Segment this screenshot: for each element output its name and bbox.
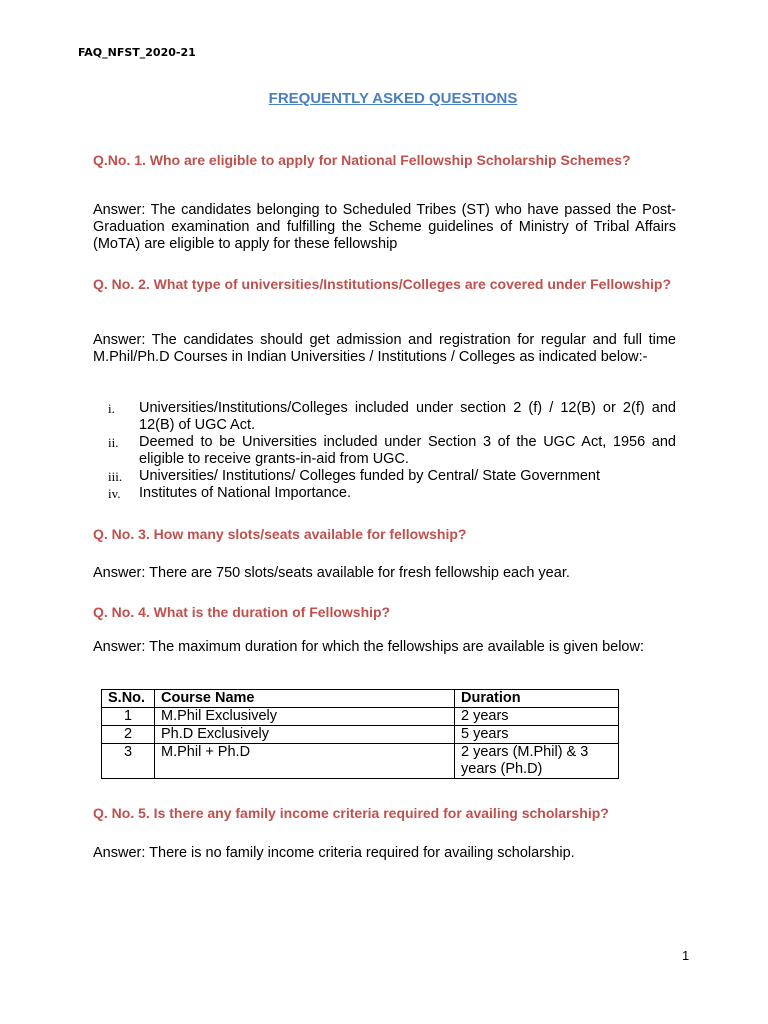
cell-duration: 2 years: [455, 708, 619, 726]
answer-1: Answer: The candidates belonging to Scheduled Tribes (ST) who have passed the Post-Graduation examination and fulfilling the Scheme guidelines of Ministry of Tribal Affairs (MoTA) are eligible to apply for these fellowship: [93, 202, 676, 252]
question-1: Q.No. 1. Who are eligible to apply for National Fellowship Scholarship Schemes?: [93, 152, 631, 168]
column-header-duration: Duration: [455, 690, 619, 708]
question-4: Q. No. 4. What is the duration of Fellowship?: [93, 604, 391, 620]
table-row: [102, 708, 619, 726]
list-item-text: Universities/ Institutions/ Colleges funded by Central/ State Government: [139, 468, 601, 484]
cell-sno: 1: [102, 708, 155, 726]
table-row: [102, 726, 619, 744]
cell-course-name: M.Phil + Ph.D: [155, 744, 455, 779]
column-header-sno: S.No.: [102, 690, 155, 708]
column-header-course-name: Course Name: [155, 690, 455, 708]
list-item: [108, 400, 676, 434]
cell-course-name: M.Phil Exclusively: [155, 708, 455, 726]
cell-sno: 2: [102, 726, 155, 744]
answer-2: Answer: The candidates should get admission and registration for regular and full time M.Phil/Ph.D Courses in Indian Universities / Institutions / Colleges as indicated below:-: [93, 332, 676, 365]
table-row: [102, 744, 619, 779]
answer-3: Answer: There are 750 slots/seats available for fresh fellowship each year.: [93, 565, 570, 581]
list-item-number: iv.: [108, 486, 121, 501]
document-code: FAQ_NFST_2020-21: [78, 46, 196, 59]
answer-5: Answer: There is no family income criteria required for availing scholarship.: [93, 845, 575, 861]
cell-course-name: Ph.D Exclusively: [155, 726, 455, 744]
eligible-institutions-list: [108, 400, 676, 502]
list-item-number: i.: [108, 401, 115, 416]
cell-duration: 2 years (M.Phil) & 3 years (Ph.D): [455, 744, 619, 779]
page-title: FREQUENTLY ASKED QUESTIONS: [268, 90, 518, 107]
question-5: Q. No. 5. Is there any family income criteria required for availing scholarship?: [93, 805, 609, 821]
list-item-number: ii.: [108, 435, 119, 450]
list-item-text: Universities/Institutions/Colleges included under section 2 (f) / 12(B) or 2(f) and 12(B) of UGC Act.: [139, 400, 676, 433]
answer-4: Answer: The maximum duration for which the fellowships are available is given below:: [93, 639, 644, 655]
question-3: Q. No. 3. How many slots/seats available for fellowship?: [93, 526, 467, 542]
page-number: 1: [682, 948, 690, 963]
list-item: [108, 485, 676, 502]
list-item-text: Deemed to be Universities included under Section 3 of the UGC Act, 1956 and eligible to receive grants-in-aid from UGC.: [139, 434, 676, 467]
list-item-text: Institutes of National Importance.: [139, 485, 351, 501]
question-2: Q. No. 2. What type of universities/Institutions/Colleges are covered under Fellowship?: [93, 276, 671, 292]
list-item: [108, 468, 676, 485]
table-header-row: [102, 690, 619, 708]
list-item: [108, 434, 676, 468]
list-item-number: iii.: [108, 469, 123, 484]
cell-duration: 5 years: [455, 726, 619, 744]
cell-sno: 3: [102, 744, 155, 779]
fellowship-duration-table: [101, 689, 619, 779]
